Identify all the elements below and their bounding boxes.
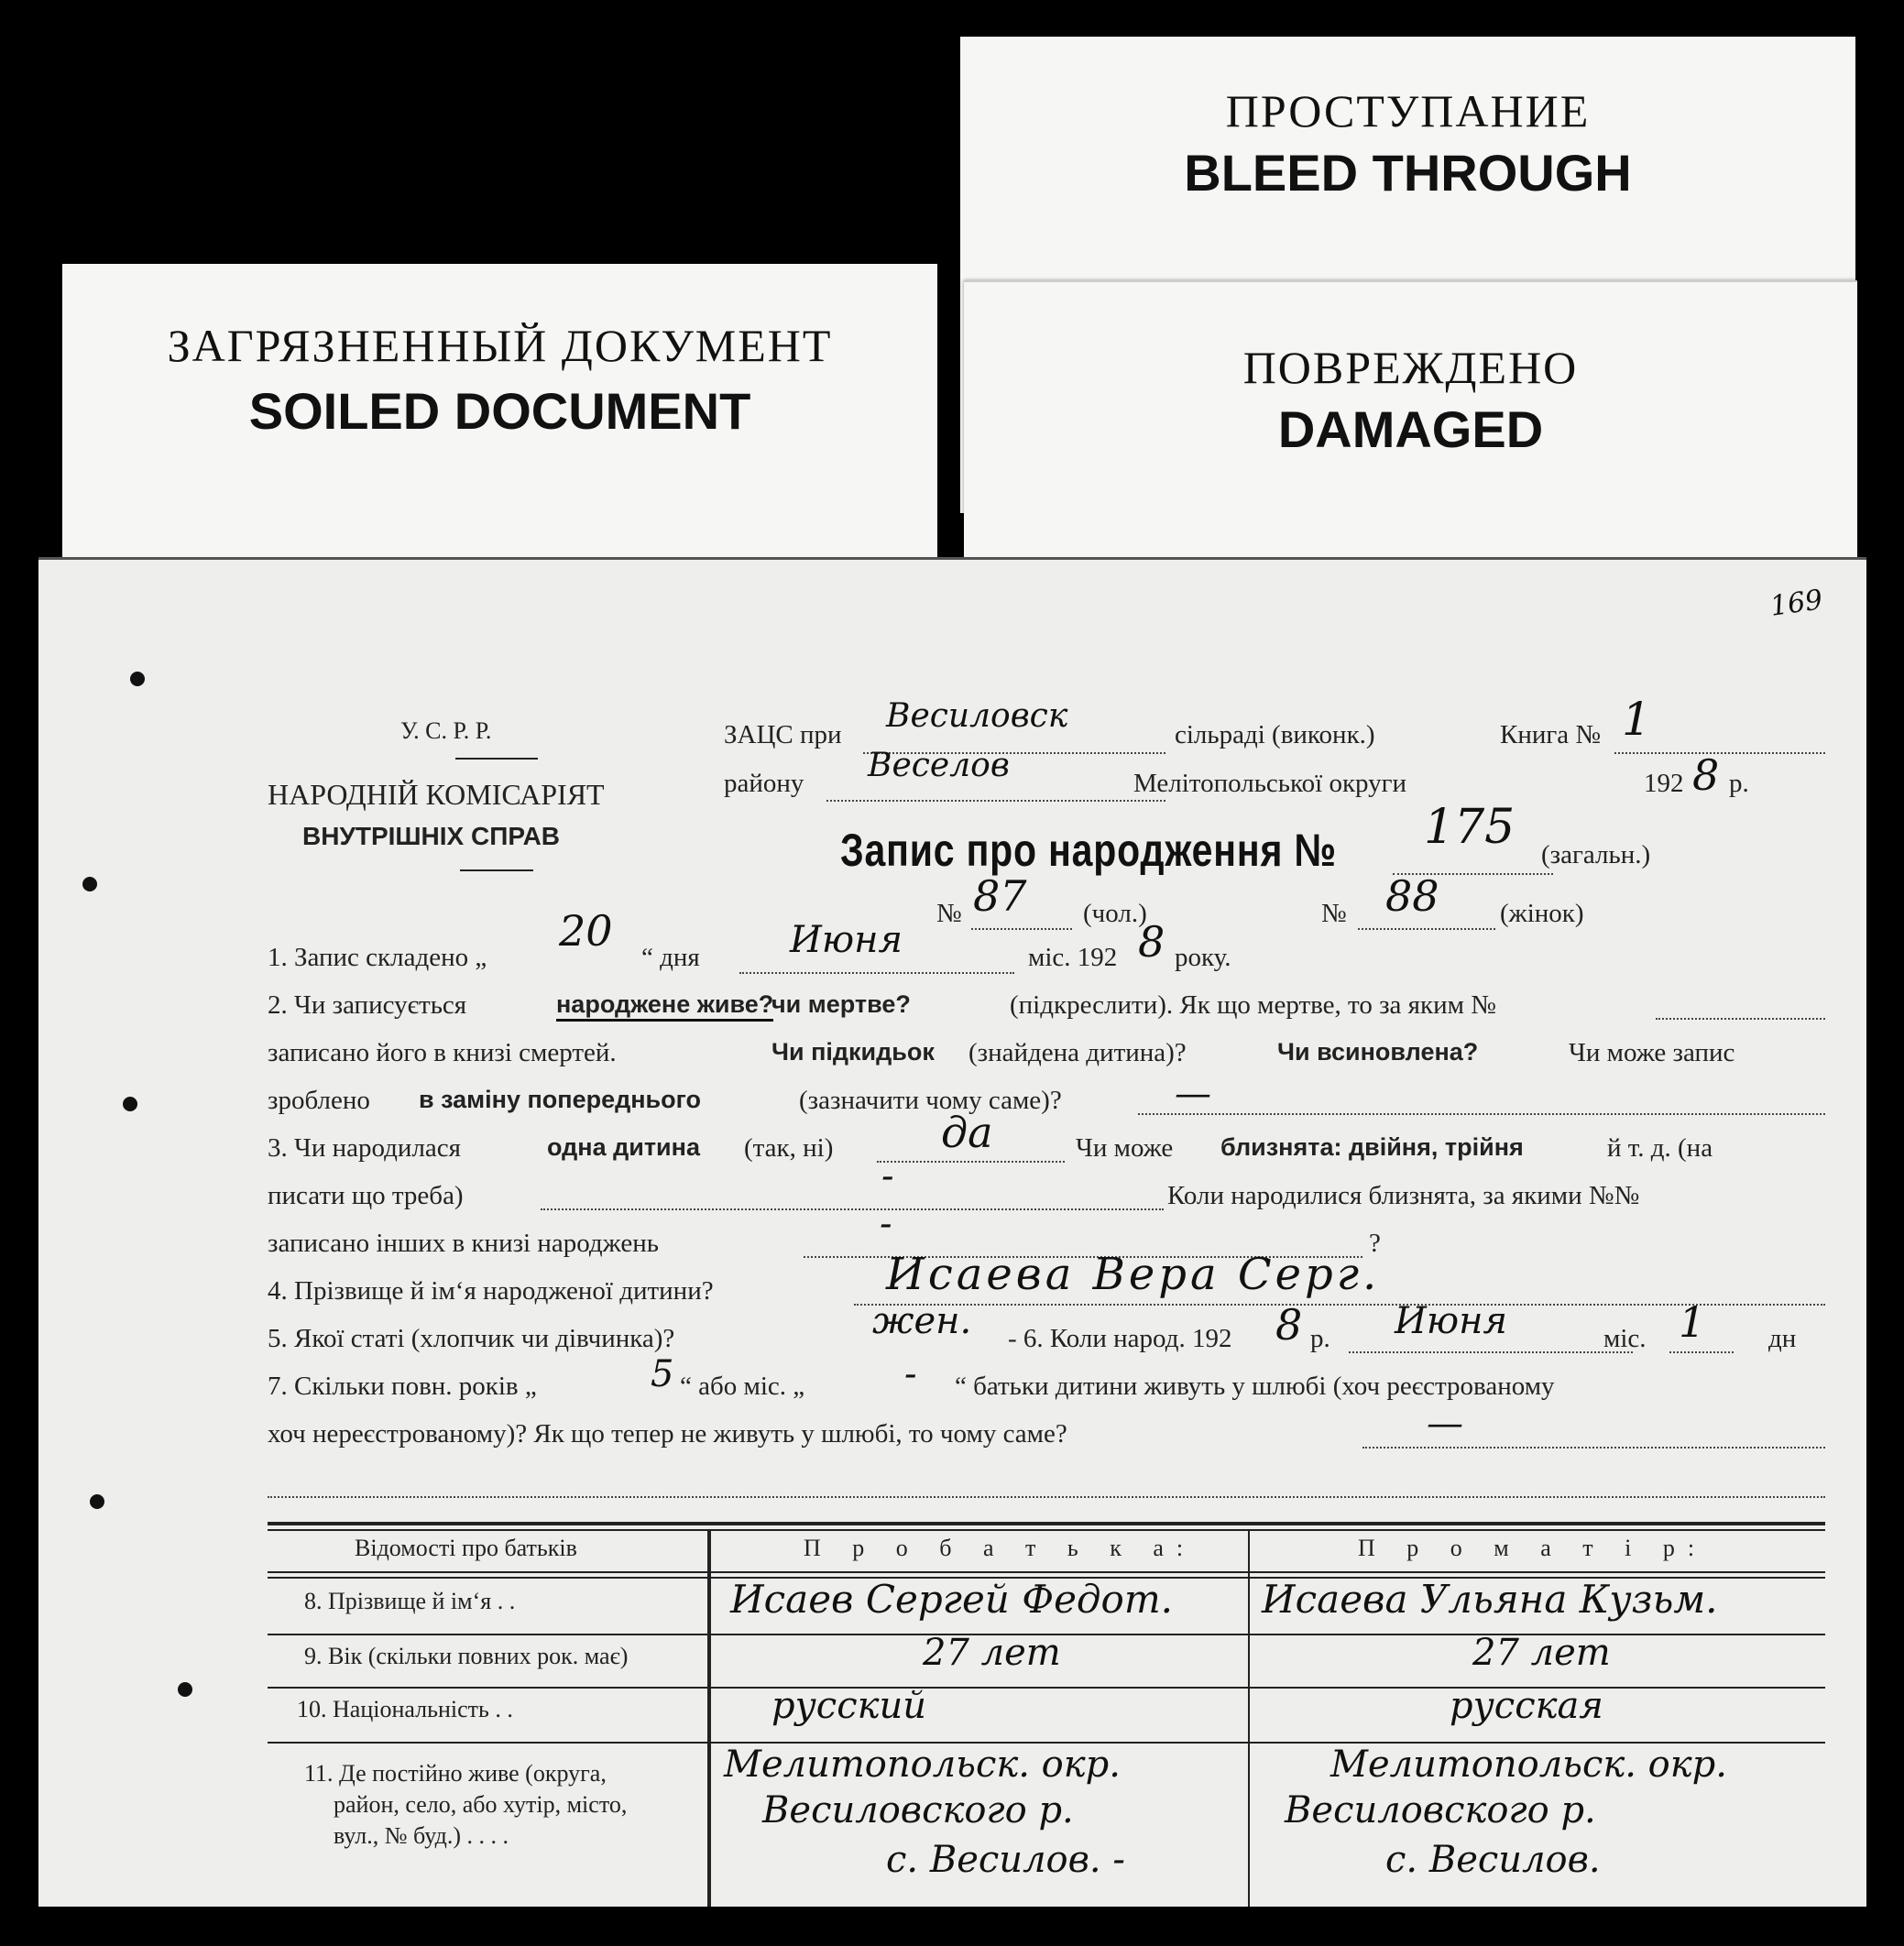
field1-mis: міс. 192 [1028,943,1118,972]
damaged-label-ru: ПОВРЕЖДЕНО [1242,342,1579,393]
book-label: Книга № [1500,720,1602,749]
mother-residence-2: Весиловского р. [1285,1789,1596,1831]
field1-day: 20 [559,906,613,956]
field2-replacement: в заміну попереднього [419,1086,702,1113]
field7-c: “ батьки дитини живуть у шлюбі (хоч реєстрованому [955,1372,1555,1401]
female-no-label: № [1321,899,1347,928]
table-header-father: П р о б а т ь к а: [804,1535,1197,1561]
field2-line2-c: (знайдена дитина)? [968,1038,1187,1067]
field1-month: Июня [790,919,903,961]
dotted-line [971,928,1072,930]
chol-label: (чол.) [1083,899,1147,928]
field7-b: “ або міс. „ [680,1372,805,1401]
row-nationality-label: 10. Національність . . [297,1696,513,1722]
zhinok-label: (жінок) [1500,899,1584,928]
punch-hole [178,1682,192,1697]
divider [460,869,533,871]
bleed-label-en: BLEED THROUGH [1184,144,1632,202]
record-title: Запис про народження № [840,825,1337,876]
dotted-line [1669,1351,1734,1353]
mother-residence-1: Мелитопольск. окр. [1330,1744,1727,1786]
field3-f: й т. д. (на [1607,1133,1713,1163]
field2-line3-value: — [1175,1073,1211,1115]
table-column-rule [707,1529,711,1907]
usrr-heading: У. С. Р. Р. [400,717,492,744]
child-sex: жен. [872,1300,972,1342]
mother-age: 27 лет [1472,1632,1611,1674]
record-number: 175 [1424,800,1516,855]
row-residence-label-3: вул., № буд.) . . . . [334,1822,509,1849]
silradi-label: сільраді (виконк.) [1175,720,1375,749]
dotted-line [877,1161,1065,1163]
dotted-line [826,800,1165,802]
raion-value: Веселов [868,747,1010,784]
year-value: 8 [1692,750,1720,800]
field3-line3-q: ? [1369,1229,1381,1258]
birth-day: 1 [1679,1297,1706,1347]
field7-value: — [1427,1403,1463,1445]
child-name: Исаева Вера Серг. [886,1249,1381,1300]
soiled-label-en: SOILED DOCUMENT [248,382,751,440]
punch-hole [123,1097,137,1111]
field3-line2-value: - [881,1155,894,1197]
male-no-label: № [936,899,962,928]
damaged-card [964,280,1857,557]
field6-r: р. [1310,1324,1330,1353]
table-top-rule [268,1522,1825,1525]
field2-line2-a: записано його в книзі смертей. [268,1038,617,1067]
damaged-label-en: DAMAGED [1277,400,1544,458]
field3-line2-a: писати що треба) [268,1181,464,1210]
field1-day-label: “ дня [641,943,700,972]
field3-value: да [941,1108,993,1157]
mother-name: Исаева Ульяна Кузьм. [1262,1577,1718,1622]
book-value: 1 [1622,693,1651,746]
field6-mis: міс. [1603,1324,1647,1353]
field2-line3-a: зроблено [268,1086,370,1115]
year-prefix: 192 [1644,769,1684,798]
father-name: Исаев Сергей Федот. [730,1577,1173,1622]
page-number: 169 [1767,584,1825,623]
dotted-line [1614,752,1825,754]
field1-label: 1. Запис складено „ [268,943,487,972]
marriage-months: - [904,1353,917,1395]
field2-d: (підкреслити). Як що мертве, то за яким № [1010,990,1496,1020]
table-top-rule [268,1529,1825,1531]
soiled-label-ru: ЗАГРЯЗНЕННЫЙ ДОКУМЕНТ [167,320,833,371]
marriage-years: 5 [651,1353,674,1395]
zacs-value: Весиловск [886,697,1068,735]
table-header-rule [268,1571,1825,1573]
punch-hole [130,672,145,686]
commissariat-line2: ВНУТРІШНІХ СПРАВ [302,822,561,850]
row-name-label: 8. Прізвище й ім‘я . . [304,1588,516,1614]
dotted-line [1362,1447,1825,1449]
divider [455,758,538,760]
soiled-document-card [62,264,937,575]
field2-foundling: Чи підкидьок [771,1038,935,1066]
row-residence-label-2: район, село, або хутір, місто, [334,1791,628,1818]
punch-hole [82,877,97,891]
table-header-mother: П р о м а т і р: [1358,1535,1708,1561]
female-number: 88 [1385,871,1439,921]
field3-single: одна дитина [547,1133,700,1161]
row-residence-label-1: 11. Де постійно живе (округа, [304,1760,607,1787]
father-nationality: русский [771,1685,927,1727]
field6-label: - 6. Коли народ. 192 [1008,1324,1232,1353]
field3-line2-b: Коли народилися близнята, за якими №№ [1167,1181,1640,1210]
table-header-info: Відомості про батьків [355,1535,577,1561]
raion-label: району [724,769,804,798]
commissariat-line1: НАРОДНІЙ КОМІСАРІЯТ [268,778,605,811]
field3-line3-a: записано інших в книзі народжень [268,1229,659,1258]
father-residence-2: Весиловского р. [762,1789,1074,1831]
birth-year: 8 [1275,1300,1303,1350]
dotted-line [1358,928,1495,930]
okruga-label: Мелітопольської округи [1133,769,1407,798]
field3-line3-value: - [880,1203,892,1245]
dotted-line [268,1496,1825,1498]
mother-nationality: русская [1450,1685,1603,1727]
field3-c: (так, ні) [744,1133,834,1163]
dotted-line [739,972,1014,974]
dotted-line [1138,1113,1825,1115]
field2-line2-e: Чи може запис [1569,1038,1735,1067]
punch-hole [90,1494,104,1509]
row-age-label: 9. Вік (скільки повних рок. має) [304,1643,629,1669]
father-residence-3: с. Весилов. - [886,1839,1125,1881]
field3-d: Чи може [1076,1133,1174,1163]
male-number: 87 [973,871,1027,921]
field5-label: 5. Якої статі (хлопчик чи дівчинка)? [268,1324,675,1353]
birth-month: Июня [1395,1300,1507,1342]
field2-adopted: Чи всиновлена? [1277,1038,1479,1066]
birth-record-sheet [38,557,1866,1907]
father-residence-1: Мелитопольск. окр. [724,1744,1121,1786]
bleed-label-ru: ПРОСТУПАНИЕ [1225,85,1591,137]
field6-dn: дн [1768,1324,1797,1353]
mother-residence-3: с. Весилов. [1385,1839,1601,1881]
field7-a: 7. Скільки повн. років „ [268,1372,537,1401]
table-column-rule [1248,1529,1250,1907]
field2-a: 2. Чи записується [268,990,467,1020]
father-age: 27 лет [923,1632,1061,1674]
field2-alive: народжене живе? [556,990,773,1022]
zacs-label: ЗАЦС при [724,720,842,749]
field3-a: 3. Чи народилася [268,1133,462,1163]
dotted-line [1656,1018,1825,1020]
zagaln-label: (загальн.) [1541,840,1651,869]
field2-line3-c: (зазначити чому саме)? [799,1086,1062,1115]
field1-year: 8 [1138,917,1165,967]
dotted-line [1349,1351,1633,1353]
field2-dead: чи мертве? [771,990,911,1018]
dotted-line [541,1208,1164,1210]
field3-twins: близнята: двійня, трійня [1220,1133,1524,1161]
field1-end: року. [1175,943,1231,972]
field7-line2: хоч нереєстрованому)? Як що тепер не живуть у шлюбі, то чому саме? [268,1419,1067,1449]
field4-label: 4. Прізвище й ім‘я народженої дитини? [268,1276,714,1306]
year-suffix: р. [1729,769,1749,798]
